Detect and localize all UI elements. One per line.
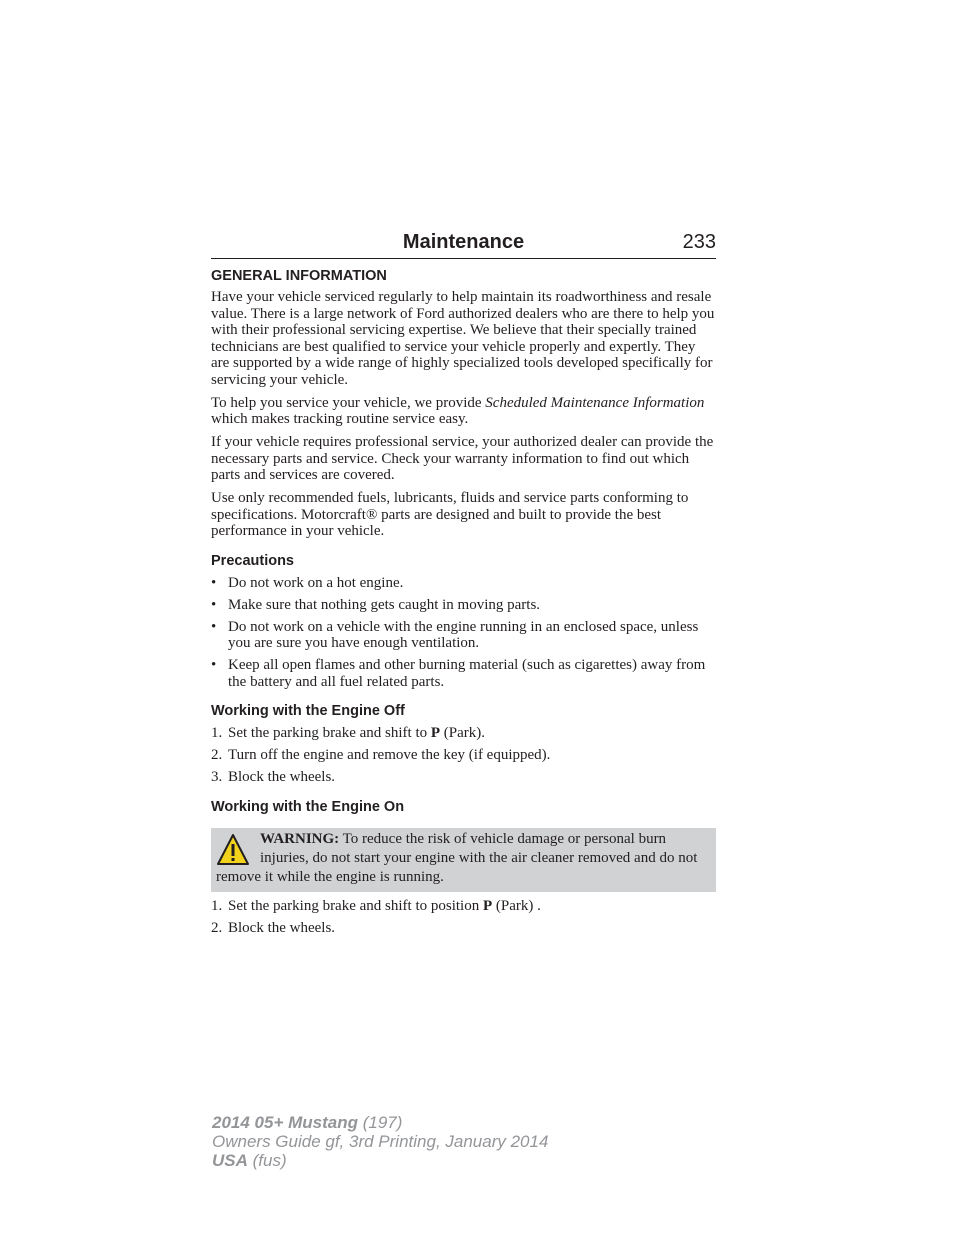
- step-number: 2.: [211, 919, 223, 936]
- engine-off-steps: [211, 725, 716, 786]
- list-item: [211, 725, 716, 742]
- general-paragraph-2: [211, 395, 716, 428]
- page-content: [211, 267, 716, 942]
- footer-line-1: [212, 1113, 548, 1132]
- chapter-title: Maintenance: [402, 231, 525, 253]
- park-position: P: [482, 897, 493, 914]
- page-number: 233: [682, 231, 716, 253]
- warning-triangle-icon: [216, 833, 250, 867]
- list-item: [211, 898, 716, 915]
- step-text: Set the parking brake and shift to position: [228, 897, 483, 914]
- list-item-text: Do not work on a hot engine.: [228, 574, 404, 591]
- list-item: [211, 619, 716, 652]
- list-item: [211, 575, 716, 592]
- step-text: (Park).: [440, 725, 486, 741]
- scheduled-maintenance-reference: Scheduled Maintenance Information: [485, 394, 705, 411]
- paragraph-text: which makes tracking routine service easy.: [211, 411, 469, 427]
- list-item-text: Keep all open flames and other burning material (such as cigarettes) away from the battery and all fuel related parts.: [228, 657, 706, 690]
- footer-line-2: Owners Guide gf, 3rd Printing, January 2014: [212, 1132, 549, 1151]
- bullet: •: [211, 574, 217, 591]
- step-number: 1.: [211, 725, 223, 741]
- general-paragraph-1: Have your vehicle serviced regularly to help maintain its roadworthiness and resale value. There is a large network of Ford authorized dealers who are there to help you with their professional servicing expertise. We believe that their specially trained technicians are best qualified to service your vehicle properly and expertly. They are supported by a wide range of highly specialized tools developed specifically for servicing your vehicle.: [211, 289, 715, 388]
- step-number: 1.: [211, 897, 223, 914]
- step-text: (Park) .: [492, 897, 541, 914]
- step-text: Block the wheels.: [228, 919, 336, 936]
- park-position: P: [430, 725, 441, 741]
- engine-on-heading: Working with the Engine On: [211, 798, 405, 815]
- footer-market-code: (fus): [247, 1151, 287, 1170]
- list-item: [211, 657, 716, 690]
- manual-page: [211, 228, 716, 936]
- warning-box: [211, 828, 716, 892]
- list-item: [211, 747, 716, 764]
- paragraph-text: To help you service your vehicle, we provide: [211, 394, 486, 411]
- general-paragraph-4: Use only recommended fuels, lubricants, fluids and service parts conforming to specifications. Motorcraft® parts are designed and built to provide the best performance in your vehicle.: [211, 490, 689, 539]
- footer-line-3: [212, 1151, 548, 1170]
- bullet: •: [211, 596, 217, 613]
- step-text: Block the wheels.: [228, 769, 336, 785]
- engine-off-heading: Working with the Engine Off: [211, 703, 405, 719]
- engine-on-steps: [211, 898, 716, 937]
- list-item: [211, 769, 716, 786]
- footer-code: (197): [358, 1113, 403, 1132]
- list-item-text: Make sure that nothing gets caught in moving parts.: [228, 596, 541, 613]
- step-text: Set the parking brake and shift to: [228, 725, 431, 741]
- general-information-heading: GENERAL INFORMATION: [211, 268, 387, 284]
- general-paragraph-3: If your vehicle requires professional service, your authorized dealer can provide the necessary parts and service. Check your warranty information to find out which parts and services are covered.: [211, 434, 714, 483]
- list-item-text: Do not work on a vehicle with the engine running in an enclosed space, unless you are sure you have enough ventilation.: [228, 618, 699, 651]
- bullet: •: [211, 618, 217, 635]
- list-item: [211, 920, 716, 937]
- step-number: 3.: [211, 769, 223, 785]
- page-header: [211, 228, 716, 259]
- page-footer: [212, 1113, 548, 1170]
- step-text: Turn off the engine and remove the key (if equipped).: [228, 747, 551, 763]
- list-item: [211, 597, 716, 614]
- warning-label: WARNING:: [260, 830, 340, 847]
- precautions-list: [211, 575, 716, 691]
- footer-model: 2014 05+ Mustang: [212, 1113, 358, 1132]
- warning-text: To reduce the risk of vehicle damage or personal burn injuries, do not start your engine with the air cleaner removed and do not remove it while the engine is running.: [216, 830, 698, 885]
- footer-market: USA: [212, 1151, 248, 1170]
- precautions-heading: Precautions: [211, 552, 294, 569]
- step-number: 2.: [211, 747, 223, 763]
- bullet: •: [211, 657, 217, 673]
